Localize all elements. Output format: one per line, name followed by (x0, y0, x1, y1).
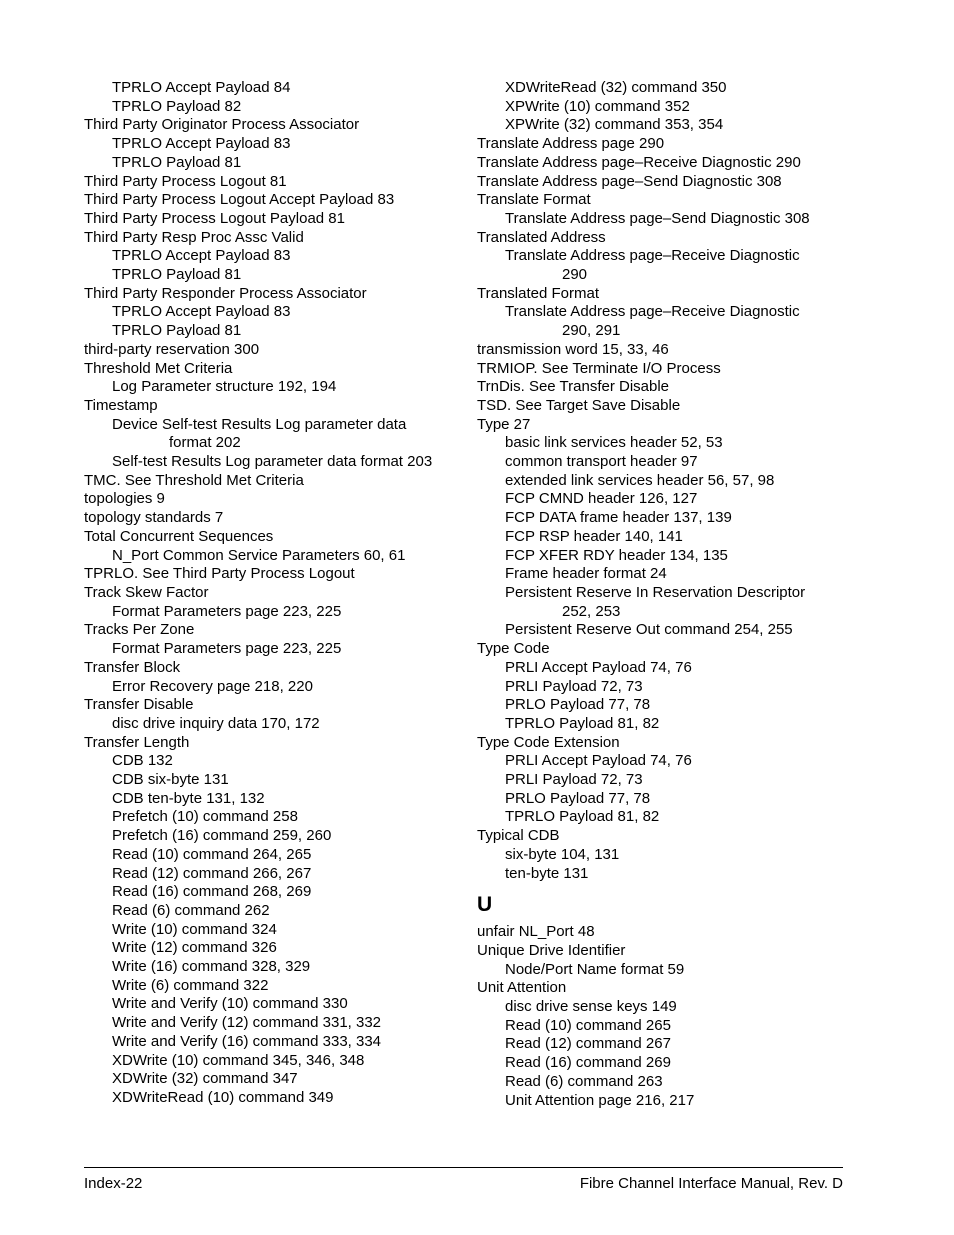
index-subentry: Log Parameter structure 192, 194 (112, 378, 337, 396)
index-subentry: TPRLO Accept Payload 83 (112, 303, 291, 321)
index-subentry: Write (6) command 322 (112, 976, 269, 994)
index-subentry: PRLI Payload 72, 73 (505, 771, 643, 789)
index-subentry: TPRLO Payload 81, 82 (505, 714, 660, 732)
index-subentry: format 202 (169, 434, 241, 452)
index-entry: Transfer Disable (84, 696, 194, 714)
index-subentry: TPRLO Accept Payload 83 (112, 247, 291, 265)
index-right-column (477, 79, 857, 1110)
index-subentry: CDB ten-byte 131, 132 (112, 789, 265, 807)
index-entry: Unit Attention (477, 979, 567, 997)
index-subentry: PRLO Payload 77, 78 (505, 789, 651, 807)
index-subentry: Write (10) command 324 (112, 920, 277, 938)
index-entry: Translate Address page–Receive Diagnostic 290 (477, 153, 801, 171)
index-subentry: TPRLO Accept Payload 84 (112, 79, 291, 96)
index-subentry: TPRLO Payload 82 (112, 97, 242, 115)
index-subentry: Read (12) command 267 (505, 1035, 671, 1053)
index-subentry: TPRLO Payload 81 (112, 266, 242, 284)
index-subentry: CDB six-byte 131 (112, 771, 229, 789)
index-subentry: Persistent Reserve In Reservation Descriptor (505, 583, 806, 601)
index-t-entries (477, 79, 857, 883)
index-entry: TSD. See Target Save Disable (477, 396, 681, 414)
index-subentry: Read (6) command 262 (112, 901, 270, 919)
index-u-entries (477, 923, 857, 1110)
index-subentry: Device Self-test Results Log parameter data (112, 415, 407, 433)
index-subentry: Read (16) command 268, 269 (112, 883, 312, 901)
index-entry: Track Skew Factor (84, 583, 209, 601)
index-subentry: TPRLO Payload 81, 82 (505, 808, 660, 826)
index-subentry: Write (12) command 326 (112, 939, 277, 957)
index-entry: Threshold Met Criteria (84, 359, 233, 377)
index-entry: Third Party Resp Proc Assc Valid (84, 228, 304, 246)
section-letter-heading: U (477, 893, 493, 917)
footer-document-title: Fibre Channel Interface Manual, Rev. D (579, 1175, 843, 1192)
index-subentry: Read (16) command 269 (505, 1054, 671, 1072)
footer-rule (84, 1167, 843, 1168)
index-entry: Unique Drive Identifier (477, 941, 626, 959)
index-entry: Tracks Per Zone (84, 621, 195, 639)
index-entry: Type 27 (477, 415, 531, 433)
index-subentry: XDWriteRead (32) command 350 (505, 79, 727, 96)
index-entry: TrnDis. See Transfer Disable (477, 378, 670, 396)
index-subentry: FCP DATA frame header 137, 139 (505, 509, 732, 527)
index-subentry: Error Recovery page 218, 220 (112, 677, 313, 695)
index-subentry: Read (10) command 265 (505, 1016, 671, 1034)
index-subentry: XDWrite (32) command 347 (112, 1070, 298, 1088)
index-subentry: 290, 291 (562, 322, 621, 340)
index-subentry: Node/Port Name format 59 (505, 960, 685, 978)
index-subentry: Read (6) command 263 (505, 1072, 663, 1090)
index-left-column (84, 79, 464, 1108)
index-entry: Third Party Originator Process Associator (84, 116, 360, 134)
index-entry: Transfer Length (84, 733, 190, 751)
index-entry: TMC. See Threshold Met Criteria (84, 471, 304, 489)
index-entry: TRMIOP. See Terminate I/O Process (477, 359, 721, 377)
index-subentry: PRLI Payload 72, 73 (505, 677, 643, 695)
index-subentry: 290 (562, 266, 588, 284)
index-subentry: Unit Attention page 216, 217 (505, 1091, 695, 1109)
index-subentry: disc drive inquiry data 170, 172 (112, 714, 320, 732)
index-subentry: six-byte 104, 131 (505, 845, 620, 863)
index-entry: topologies 9 (84, 490, 165, 508)
index-subentry: Prefetch (10) command 258 (112, 808, 298, 826)
index-subentry: Self-test Results Log parameter data format 203 (112, 453, 433, 471)
index-entry: Total Concurrent Sequences (84, 527, 274, 545)
index-entry: Timestamp (84, 396, 158, 414)
index-subentry: Read (12) command 266, 267 (112, 864, 312, 882)
index-subentry: basic link services header 52, 53 (505, 434, 723, 452)
index-entry: Transfer Block (84, 658, 181, 676)
index-subentry: extended link services header 56, 57, 98 (505, 471, 775, 489)
index-entry: TPRLO. See Third Party Process Logout (84, 565, 355, 583)
index-subentry: Read (10) command 264, 265 (112, 845, 312, 863)
index-subentry: TPRLO Payload 81 (112, 153, 242, 171)
index-subentry: XDWriteRead (10) command 349 (112, 1088, 334, 1106)
index-subentry: disc drive sense keys 149 (505, 998, 677, 1016)
index-entry: Translate Format (477, 191, 591, 209)
index-entry: Third Party Process Logout Payload 81 (84, 209, 345, 227)
index-subentry: ten-byte 131 (505, 864, 589, 882)
index-subentry: PRLI Accept Payload 74, 76 (505, 752, 692, 770)
index-entry: Translated Address (477, 228, 606, 246)
index-entry: transmission word 15, 33, 46 (477, 340, 669, 358)
index-entry: Third Party Process Logout Accept Payload 83 (84, 191, 395, 209)
index-subentry: Translate Address page–Receive Diagnostic (505, 247, 800, 265)
index-subentry: TPRLO Payload 81 (112, 322, 242, 340)
index-entry: Third Party Responder Process Associator (84, 284, 367, 302)
index-entry: Translated Format (477, 284, 599, 302)
index-entry: Typical CDB (477, 827, 560, 845)
index-entry: Type Code Extension (477, 733, 620, 751)
index-subentry: XPWrite (10) command 352 (505, 97, 690, 115)
index-subentry: XPWrite (32) command 353, 354 (505, 116, 724, 134)
index-subentry: PRLO Payload 77, 78 (505, 696, 651, 714)
index-subentry: PRLI Accept Payload 74, 76 (505, 658, 692, 676)
index-subentry: FCP CMND header 126, 127 (505, 490, 698, 508)
index-subentry: Translate Address page–Send Diagnostic 308 (505, 209, 810, 227)
index-entry: third-party reservation 300 (84, 340, 260, 358)
index-subentry: Format Parameters page 223, 225 (112, 640, 342, 658)
index-entry: unfair NL_Port 48 (477, 923, 595, 941)
index-subentry: Translate Address page–Receive Diagnostic (505, 303, 800, 321)
index-subentry: 252, 253 (562, 602, 621, 620)
index-entry: Type Code (477, 640, 550, 658)
index-subentry: Write (16) command 328, 329 (112, 958, 311, 976)
index-subentry: common transport header 97 (505, 453, 698, 471)
index-subentry: Prefetch (16) command 259, 260 (112, 827, 332, 845)
index-subentry: Write and Verify (10) command 330 (112, 995, 348, 1013)
index-subentry: TPRLO Accept Payload 83 (112, 135, 291, 153)
index-entry: Translate Address page 290 (477, 135, 665, 153)
index-subentry: FCP RSP header 140, 141 (505, 527, 683, 545)
index-subentry: Write and Verify (16) command 333, 334 (112, 1032, 382, 1050)
index-subentry: FCP XFER RDY header 134, 135 (505, 546, 728, 564)
index-subentry: Write and Verify (12) command 331, 332 (112, 1014, 382, 1032)
index-subentry: CDB 132 (112, 752, 173, 770)
index-subentry: Persistent Reserve Out command 254, 255 (505, 621, 793, 639)
footer-page-number: Index-22 (84, 1175, 143, 1192)
index-subentry: Frame header format 24 (505, 565, 667, 583)
index-entry: topology standards 7 (84, 509, 224, 527)
index-subentry: Format Parameters page 223, 225 (112, 602, 342, 620)
index-subentry: N_Port Common Service Parameters 60, 61 (112, 546, 406, 564)
index-entry: Third Party Process Logout 81 (84, 172, 287, 190)
index-entry: Translate Address page–Send Diagnostic 308 (477, 172, 782, 190)
index-subentry: XDWrite (10) command 345, 346, 348 (112, 1051, 365, 1069)
